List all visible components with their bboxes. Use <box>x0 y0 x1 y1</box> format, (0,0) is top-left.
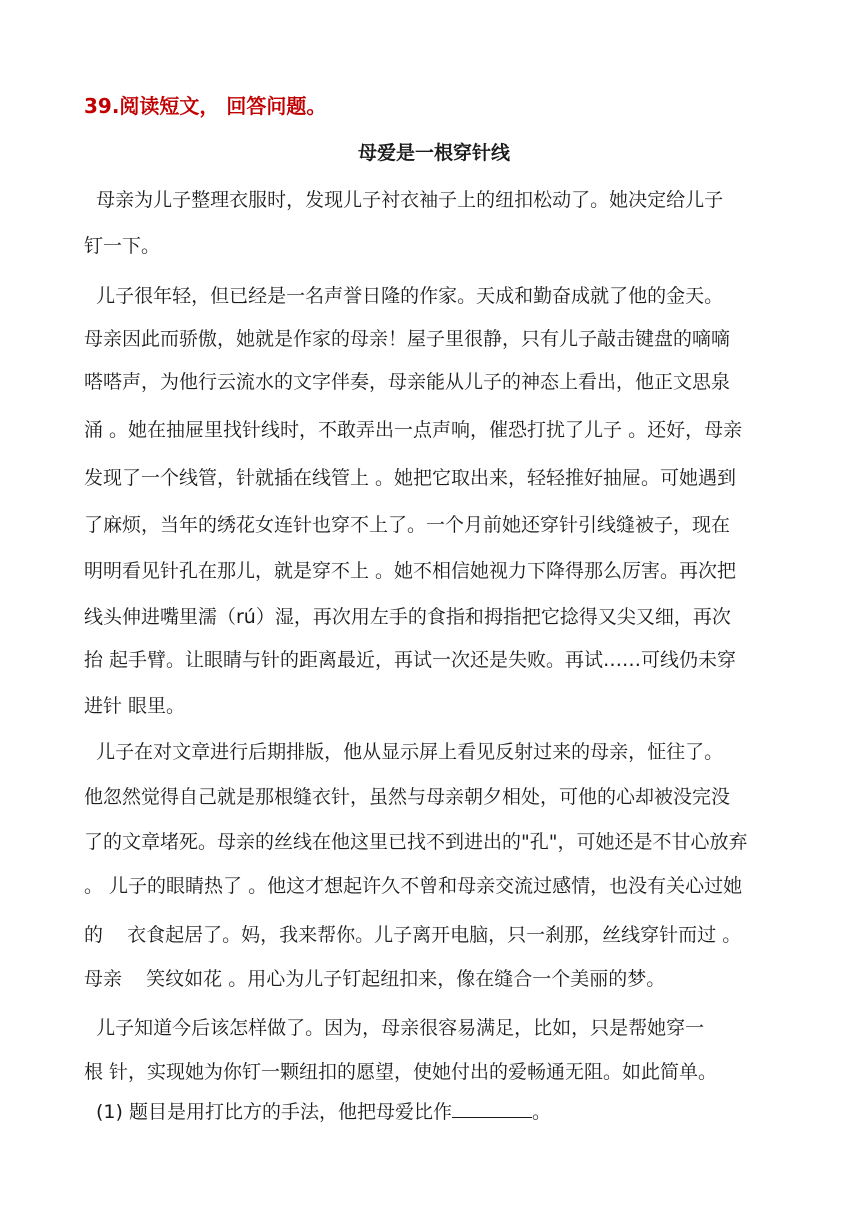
passage-line: 母亲为儿子整理衣服时，发现儿子衬衣袖子上的纽扣松动了。她决定给儿子 <box>84 189 724 211</box>
passage-line: 根 针，实现她为你钉一颗纽扣的愿望，使她付出的爱畅通无阻。如此简单。 <box>84 1061 718 1083</box>
passage-line: 了的文章堵死。母亲的丝线在他这里已找不到进出的"孔"，可她还是不甘心放弃 <box>84 831 748 853</box>
passage-line: 线头伸进嘴里濡（rú）湿，再次用左手的食指和拇指把它捻得又尖又细，再次 <box>84 606 731 628</box>
sub-question-text: (1) 题目是用打比方的手法，他把母爱比作 <box>96 1101 452 1123</box>
passage-line: 明明看见针孔在那儿，就是穿不上 。她不相信她视力下降得那么厉害。再次把 <box>84 560 737 582</box>
passage-line: 儿子知道今后该怎样做了。因为，母亲很容易满足，比如，只是帮她穿一 <box>84 1017 705 1039</box>
passage-line: 他忽然觉得自己就是那根缝衣针，虽然与母亲朝夕相处，可他的心却被没完没 <box>84 786 731 808</box>
passage-line: 嗒嗒声，为他行云流水的文字伴奏，母亲能从儿子的神态上看出，他正文思泉 <box>84 371 731 393</box>
passage-line: 钉一下。 <box>84 235 161 257</box>
passage-line: 母亲 笑纹如花 。用心为儿子钉起纽扣来，像在缝合一个美丽的梦。 <box>84 968 666 990</box>
answer-blank[interactable] <box>452 1098 532 1118</box>
passage-line: 进针 眼里。 <box>84 695 186 717</box>
passage-line: 的 衣食起居了。妈，我来帮你。儿子离开电脑，只一刹那，丝线穿针而过 。 <box>84 924 742 946</box>
passage-line: 儿子很年轻，但已经是一名声誉日隆的作家。天成和勤奋成就了他的金天。 <box>84 285 724 307</box>
passage-line: 发现了一个线管，针就插在线管上 。她把它取出来，轻轻推好抽屉。可她遇到 <box>84 467 737 489</box>
passage-line: 抬 起手臂。让眼睛与针的距离最近，再试一次还是失败。再试……可线仍未穿 <box>84 649 737 671</box>
passage-line: 。 儿子的眼睛热了 。他这才想起许久不曾和母亲交流过感情，也没有关心过她 <box>84 875 743 897</box>
passage-line: 了麻烦，当年的绣花女连针也穿不上了。一个月前她还穿针引线缝被子，现在 <box>84 514 731 536</box>
passage-line: 涌 。她在抽屉里找针线时，不敢弄出一点声响，催恐打扰了儿子 。还好，母亲 <box>84 419 743 441</box>
question-title: 39.阅读短文， 回答问题。 <box>84 94 327 118</box>
passage-line: 母亲因此而骄傲，她就是作家的母亲！屋子里很静，只有儿子敲击键盘的嘀嘀 <box>84 328 731 350</box>
sub-question-1 <box>96 1098 551 1125</box>
passage-line: 儿子在对文章进行后期排版，他从显示屏上看见反射过来的母亲，怔往了。 <box>84 741 724 763</box>
passage-title: 母爱是一根穿针线 <box>357 142 510 164</box>
sub-question-suffix: 。 <box>531 1101 551 1123</box>
